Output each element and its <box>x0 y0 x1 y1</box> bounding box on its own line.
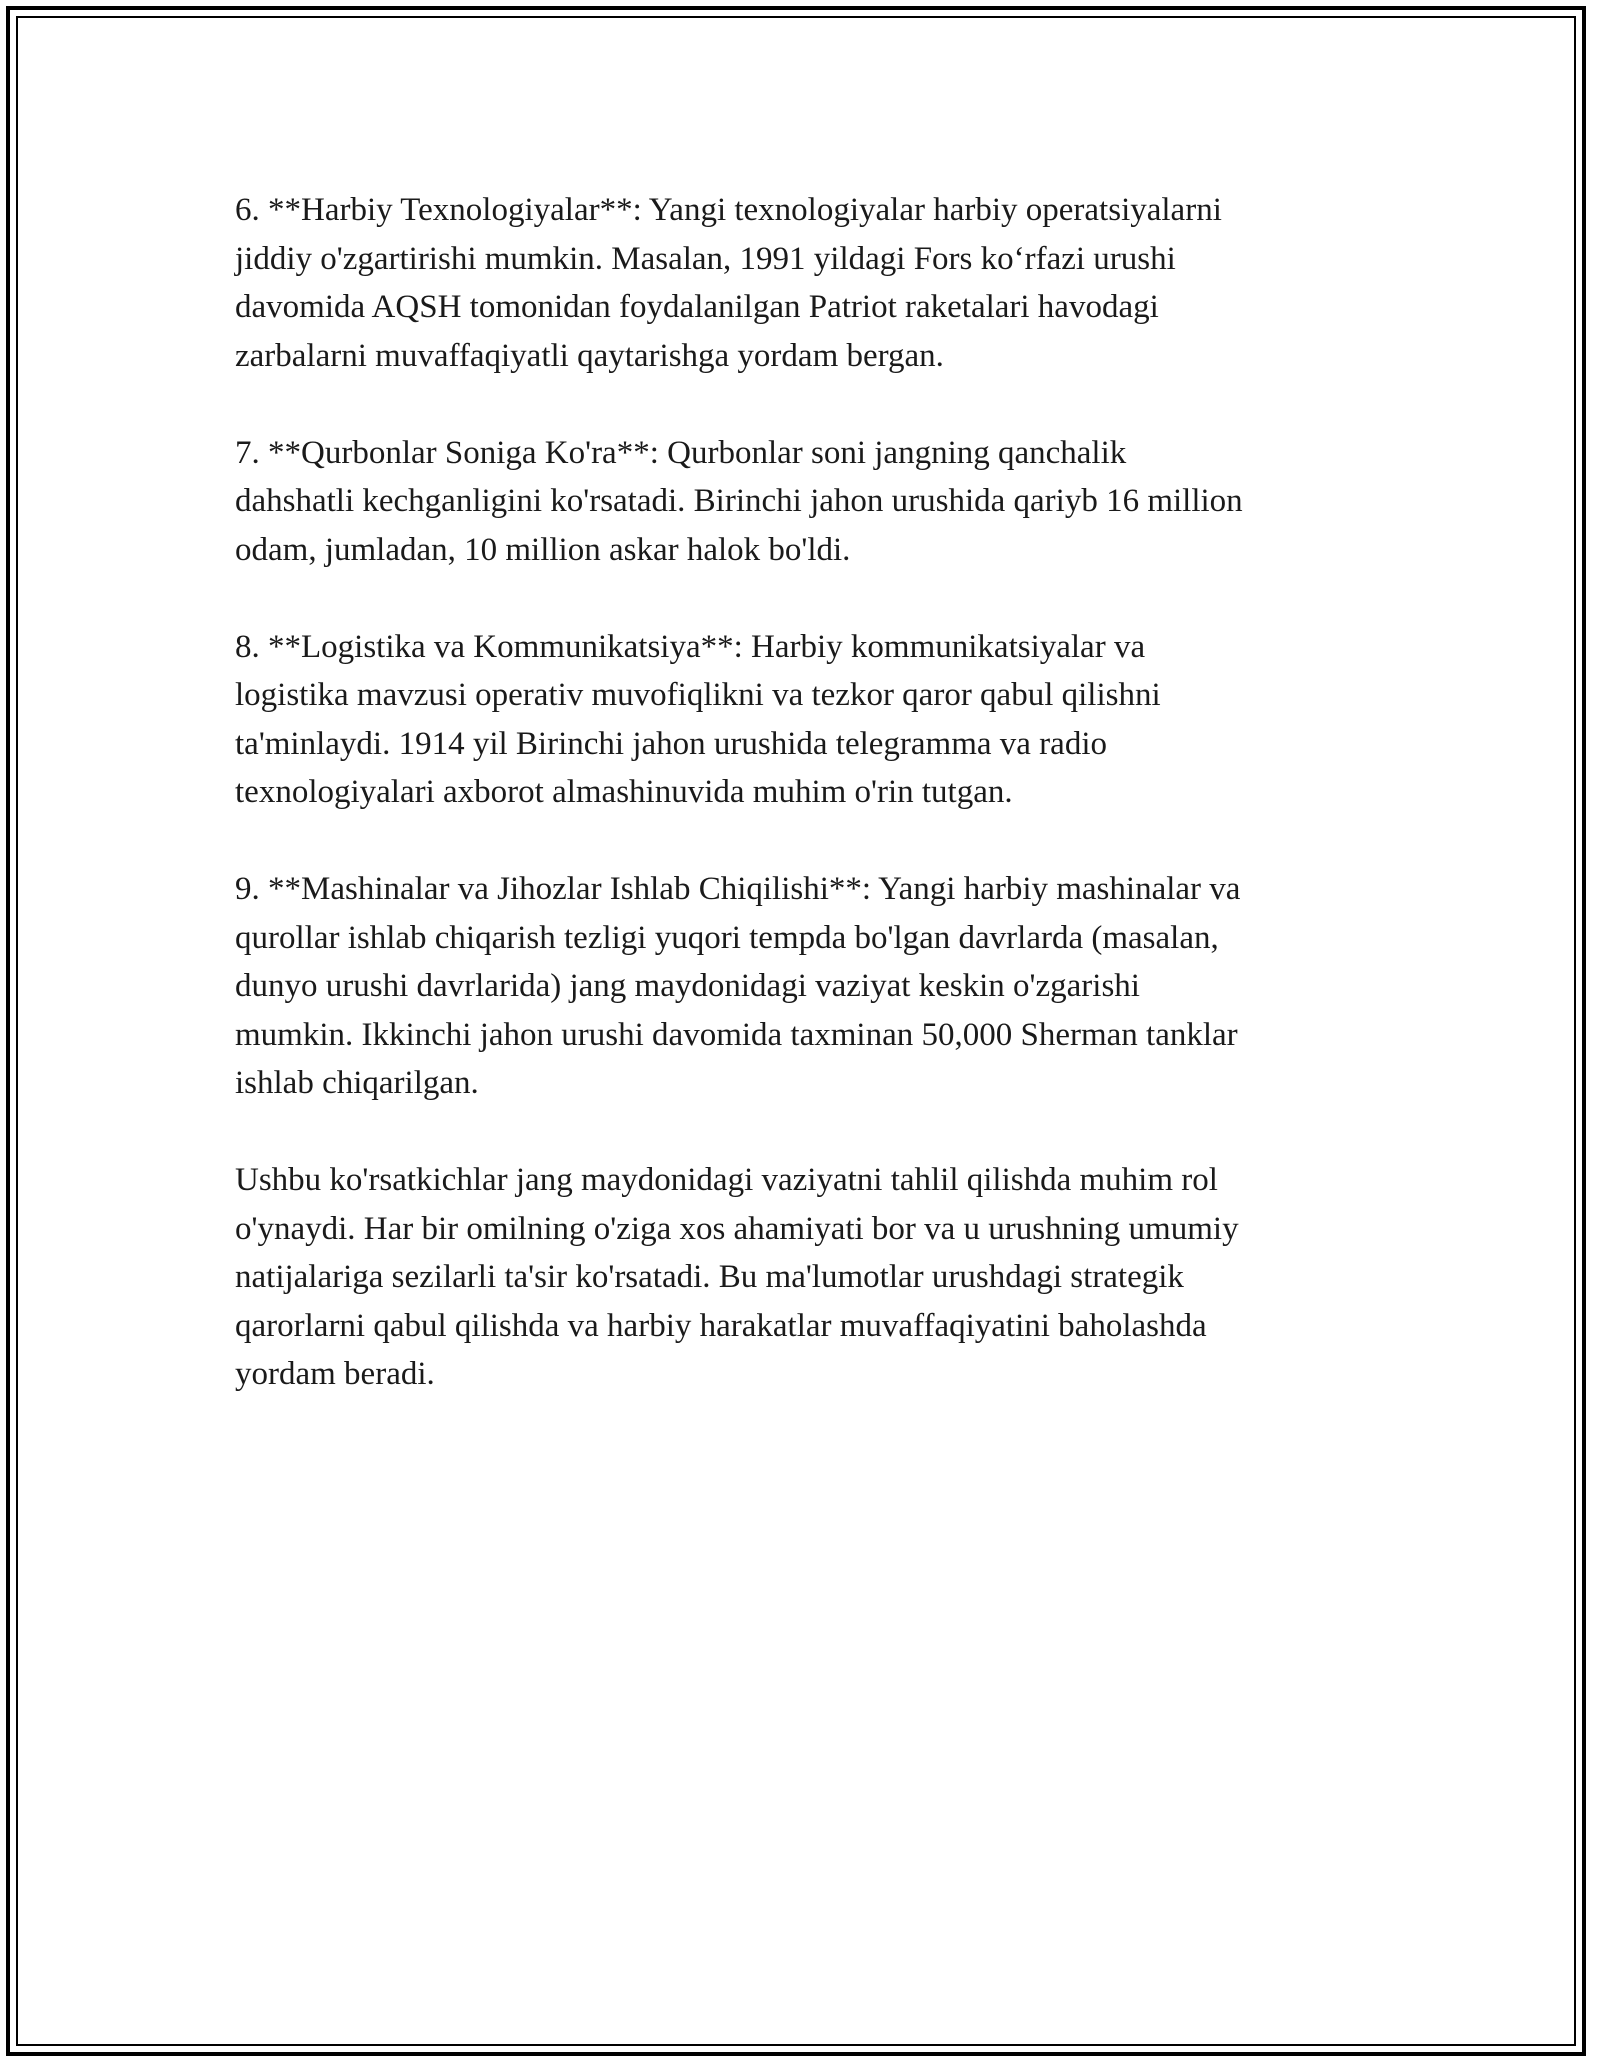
text-line: 7. **Qurbonlar Soniga Ko'ra**: Qurbonlar soni jangning qanchalik <box>235 434 1127 471</box>
text-line: 9. **Mashinalar va Jihozlar Ishlab Chiqilishi**: Yangi harbiy mashinalar va <box>235 871 1241 907</box>
text-line: Ushbu ko'rsatkichlar jang maydonidagi vaziyatni tahlil qilishda muhim rol <box>235 1162 1218 1198</box>
text-line: o'ynaydi. Har bir omilning o'ziga xos ahamiyati bor va u urushning umumiy <box>235 1210 1239 1247</box>
text-line: dunyo urushi davrlarida) jang maydonidagi vaziyat keskin o'zgarishi <box>235 968 1140 1004</box>
text-line: qarorlarni qabul qilishda va harbiy harakatlar muvaffaqiyatini baholashda <box>235 1307 1207 1344</box>
paragraph-conclusion <box>235 1156 1375 1399</box>
paragraph-machinery-production <box>235 865 1375 1108</box>
paragraph-logistics <box>235 623 1375 817</box>
text-line: 6. **Harbiy Texnologiyalar**: Yangi texnologiyalar harbiy operatsiyalarni <box>235 192 1222 228</box>
paragraph-casualties <box>235 429 1375 575</box>
text-line: logistika mavzusi operativ muvofiqlikni va tezkor qaror qabul qilishni <box>235 677 1161 713</box>
text-line: ta'minlaydi. 1914 yil Birinchi jahon urushida telegramma va radio <box>235 725 1107 762</box>
text-line: odam, jumladan, 10 million askar halok bo'ldi. <box>235 531 851 568</box>
document-body <box>235 186 1375 1447</box>
text-line: ishlab chiqarilgan. <box>235 1065 479 1101</box>
text-line: jiddiy o'zgartirishi mumkin. Masalan, 1991 yildagi Fors koʻrfazi urushi <box>235 240 1176 277</box>
text-line: mumkin. Ikkinchi jahon urushi davomida taxminan 50,000 Sherman tanklar <box>235 1016 1238 1053</box>
text-line: yordam beradi. <box>235 1356 435 1392</box>
text-line: qurollar ishlab chiqarish tezligi yuqori tempda bo'lgan davrlarda (masalan, <box>235 919 1219 956</box>
text-line: zarbalarni muvaffaqiyatli qaytarishga yordam bergan. <box>235 337 944 374</box>
text-line: texnologiyalari axborot almashinuvida muhim o'rin tutgan. <box>235 774 1013 810</box>
paragraph-military-technologies <box>235 186 1375 380</box>
text-line: davomida AQSH tomonidan foydalanilgan Patriot raketalari havodagi <box>235 289 1159 325</box>
text-line: 8. **Logistika va Kommunikatsiya**: Harbiy kommunikatsiyalar va <box>235 628 1146 665</box>
text-line: dahshatli kechganligini ko'rsatadi. Birinchi jahon urushida qariyb 16 million <box>235 483 1243 519</box>
text-line: natijalariga sezilarli ta'sir ko'rsatadi. Bu ma'lumotlar urushdagi strategik <box>235 1259 1184 1295</box>
